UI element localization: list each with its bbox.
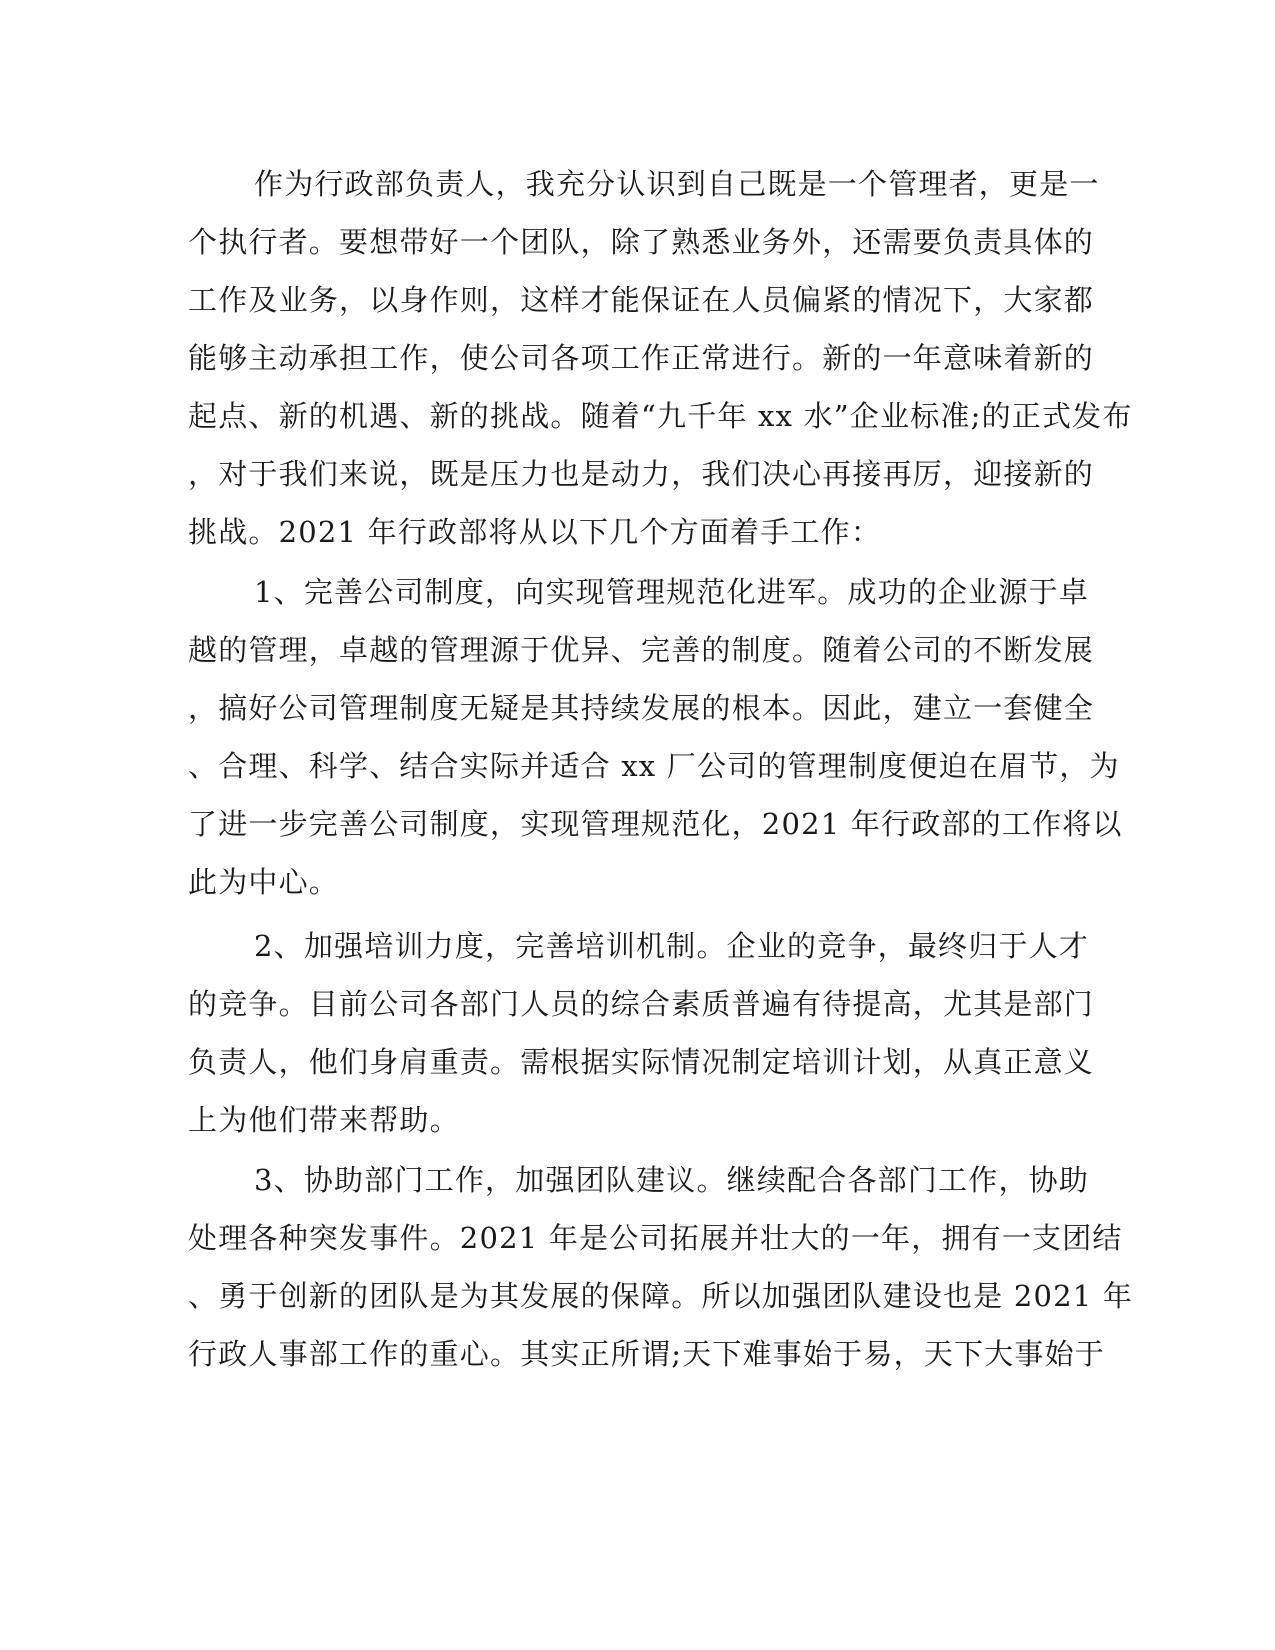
- text-line: 、合理、科学、结合实际并适合 xx 厂公司的管理制度便迫在眉节，为: [188, 749, 1120, 783]
- text-line: 1、完善公司制度，向实现管理规范化进军。成功的企业源于卓: [254, 575, 1090, 609]
- text-line: 负责人，他们身肩重责。需根据实际情况制定培训计划，从真正意义: [188, 1045, 1095, 1079]
- text-line: 3、协助部门工作，加强团队建议。继续配合各部门工作，协助: [254, 1163, 1090, 1197]
- text-line: 行政人事部工作的重心。其实正所谓;天下难事始于易，天下大事始于: [188, 1337, 1105, 1371]
- text-line: 能够主动承担工作，使公司各项工作正常进行。新的一年意味着新的: [188, 341, 1095, 375]
- text-line: 作为行政部负责人，我充分认识到自己既是一个管理者，更是一: [254, 167, 1100, 201]
- text-line: 此为中心。: [188, 865, 340, 899]
- text-line: 2、加强培训力度，完善培训机制。企业的竞争，最终归于人才: [254, 929, 1090, 963]
- text-line: 起点、新的机遇、新的挑战。随着“九千年 xx 水”企业标准;的正式发布: [188, 399, 1133, 433]
- text-line: 挑战。2021 年行政部将从以下几个方面着手工作：: [188, 515, 882, 549]
- text-line: 了进一步完善公司制度，实现管理规范化，2021 年行政部的工作将以: [188, 807, 1123, 841]
- text-line: 的竞争。目前公司各部门人员的综合素质普遍有待提高，尤其是部门: [188, 987, 1095, 1021]
- text-line: 、勇于创新的团队是为其发展的保障。所以加强团队建设也是 2021 年: [188, 1279, 1134, 1313]
- text-line: ，搞好公司管理制度无疑是其持续发展的根本。因此，建立一套健全: [188, 691, 1095, 725]
- text-line: 个执行者。要想带好一个团队，除了熟悉业务外，还需要负责具体的: [188, 225, 1095, 259]
- text-line: 越的管理，卓越的管理源于优异、完善的制度。随着公司的不断发展: [188, 633, 1095, 667]
- text-line: 处理各种突发事件。2021 年是公司拓展并壮大的一年，拥有一支团结: [188, 1221, 1123, 1255]
- text-line: ，对于我们来说，既是压力也是动力，我们决心再接再厉，迎接新的: [188, 457, 1095, 491]
- text-line: 上为他们带来帮助。: [188, 1103, 460, 1137]
- text-line: 工作及业务，以身作则，这样才能保证在人员偏紧的情况下，大家都: [188, 283, 1095, 317]
